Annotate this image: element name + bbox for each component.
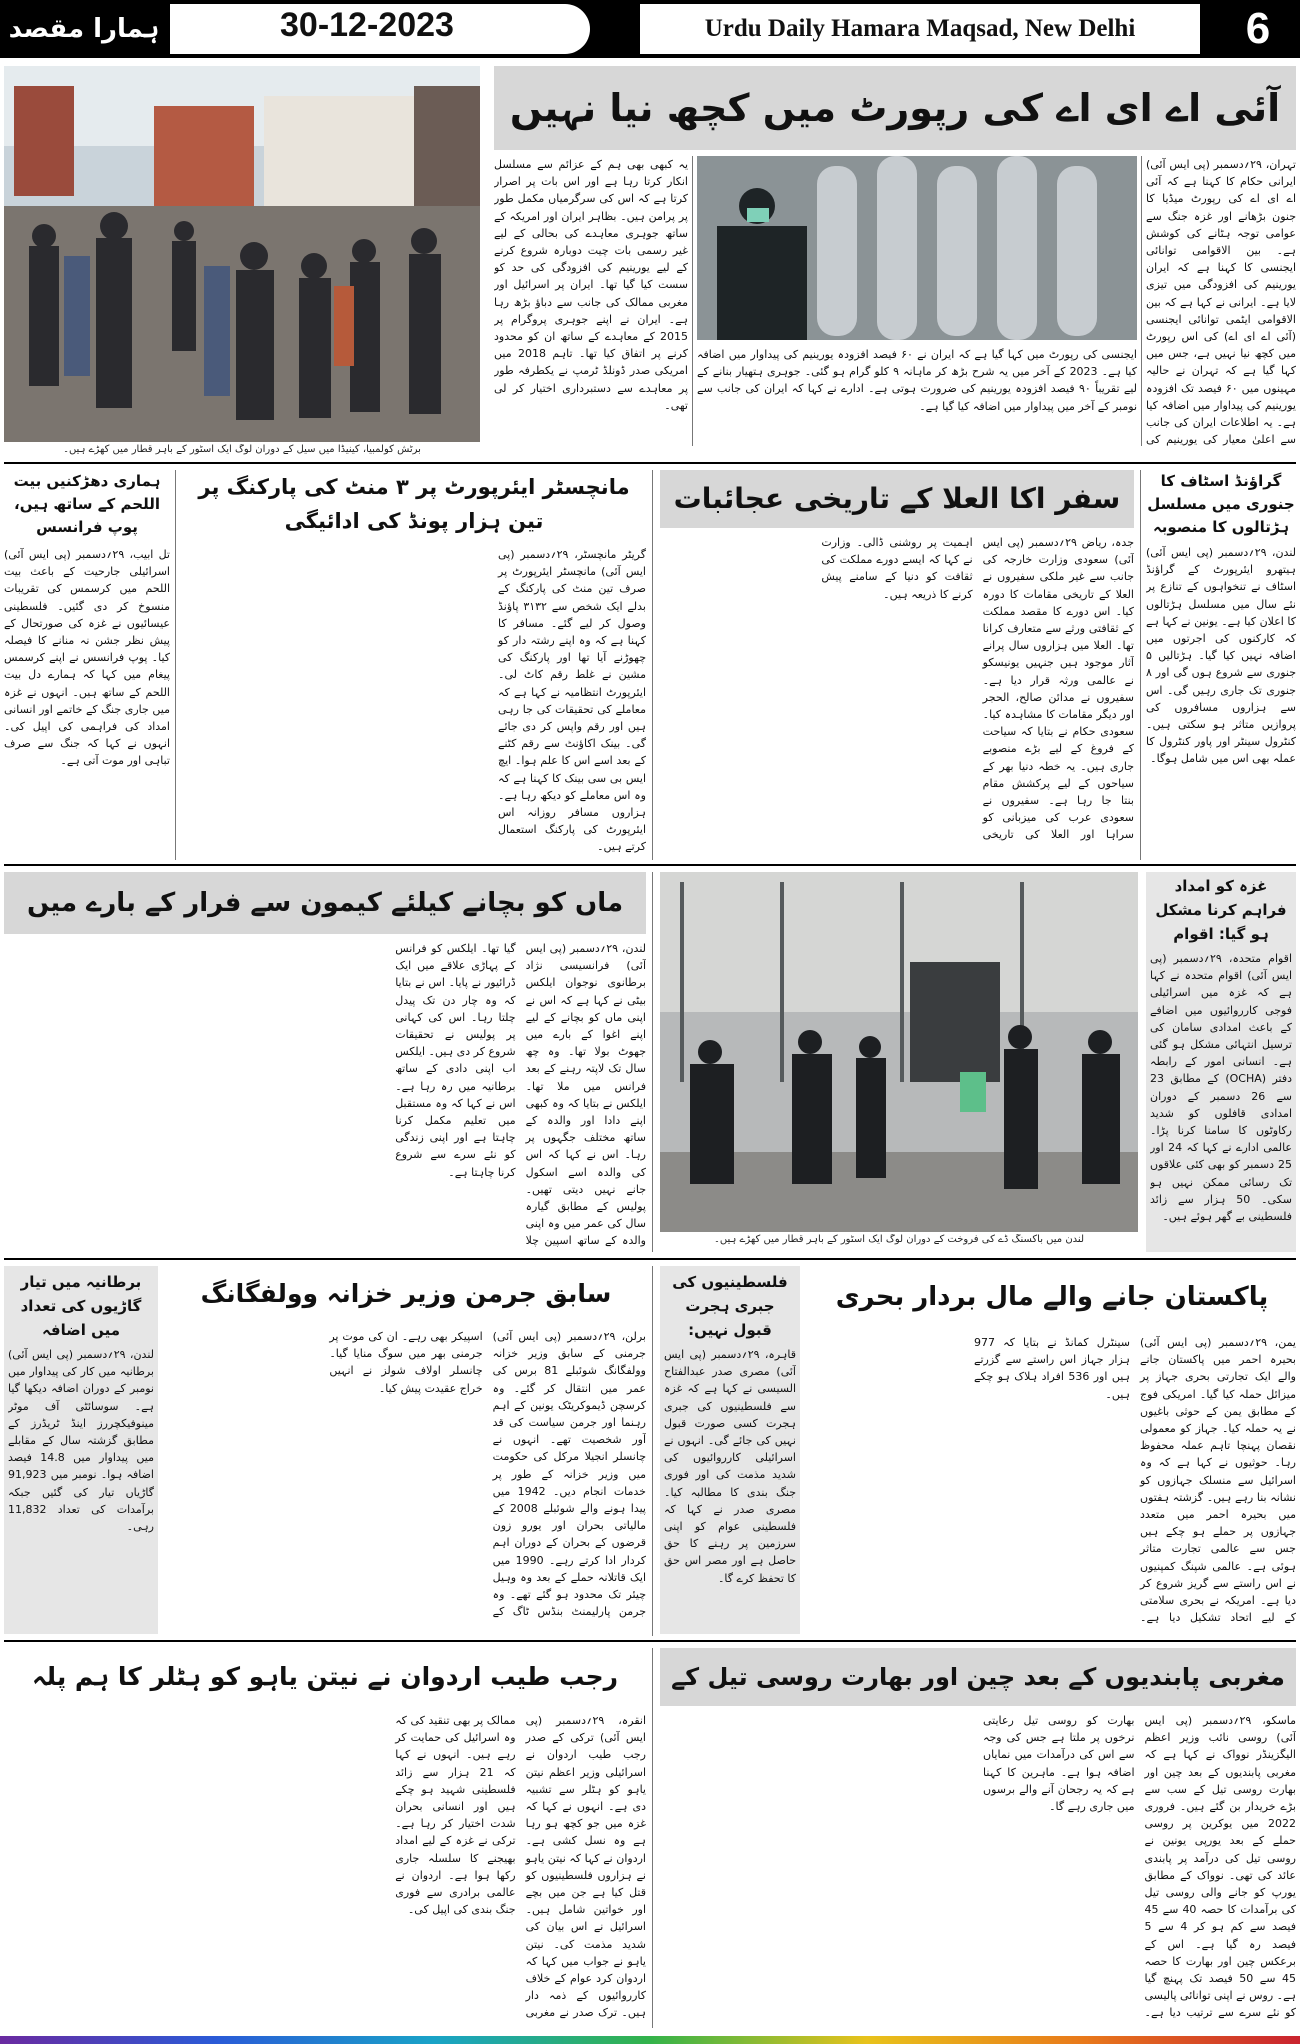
iran-col-4: یہ کبھی بھی ہم کے عزائم سے مسلسل انکار کرتا رہا ہے اور اس بات پر اصرار کرتا ہے کہ اس کی سرگرمیاں مکمل طور پر پرامن ہیں۔ بظاہر ایران اور امریکہ کے ساتھ جوہری معاہدے کی بحالی کے لیے غیر رسمی بات چیت دوبارہ شروع کرنے کے لیے یورینیم کی افزودگی کی حد کو سست کیا گیا تھا۔ ایران پر اسرائیل اور مغربی ممالک کی جانب سے دباؤ بڑھ رہا ہے۔ ایران نے اپنے جوہری پروگرام پر 2015 کے معاہدے کے ساتھ ان کو محدود کرنے پر اتفاق کیا تھا۔ تاہم 2018 میں امریکی صدر ڈونلڈ ٹرمپ نے یکطرفہ طور پر معاہدے سے دستبرداری اختیار کر لی تھی۔ (494, 158, 688, 412)
shopping-photo-caption: برٹش کولمبیا، کینیڈا میں سیل کے دوران لوگ ایک اسٹور کے باہر قطار میں کھڑے ہیں۔ (63, 444, 421, 455)
london-photo-caption: لندن میں باکسنگ ڈے کی فروخت کے دوران لوگ ایک اسٹور کے باہر قطار میں کھڑے ہیں۔ (714, 1234, 1084, 1245)
masthead (0, 0, 1300, 58)
issue-date: 30-12-2023 (280, 6, 454, 44)
iran-col-1: تہران، ۲۹؍دسمبر (پی ایس آئی) ایرانی حکام کا کہنا ہے کہ آئی اے ای اے کی رپورٹ میڈیا کا جنون بڑھانے اور غزہ جنگ سے عوامی توجہ ہٹانے کی کوشش ہے۔ بین الاقوامی توانائی ایجنسی کا کہنا ہے کہ ایران یورینیم کی افزودگی میں تیزی لایا ہے۔ ایرانی نے کہا ہے کہ بین الاقوامی ایٹمی توانائی ایجنسی (آئی اے ای اے) کی اس رپورٹ میں کچھ نیا نہیں ہے، جس میں کہا گیا ہے کہ تہران نے حالیہ مہینوں میں ۶۰ فیصد تک افزودہ یورینیم کی پیداوار میں اضافہ کیا ہے۔ یہ اطلاعات ایران کی جانب سے اعلیٰ معیار کی یورینیم کی (1146, 158, 1296, 446)
russia-oil-headline: مغربی پابندیوں کے بعد چین اور بھارت روسی تیل کے (660, 1648, 1296, 1706)
alula-headline: سفر اکا العلا کے تاریخی عجائبات (660, 470, 1134, 528)
uk-cars-headline: برطانیہ میں تیار گاڑیوں کی تعداد میں اضافہ (20, 1273, 142, 1339)
paper-name: Urdu Daily Hamara Maqsad, New Delhi (640, 4, 1200, 54)
nuclear-facility-photo (697, 156, 1137, 340)
palestinians-body: قاہرہ، ۲۹؍دسمبر (پی ایس آئی) مصری صدر عبدالفتاح السیسی نے کہا ہے کہ غزہ سے فلسطینیوں کی جبری ہجرت کسی صورت قبول نہیں کی جائے گی۔ انہوں نے اسرائیلی کارروائیوں کی شدید مذمت کی اور فوری جنگ بندی کا مطالبہ کیا۔ مصری صدر نے کہا کہ فلسطینی عوام کو اپنی سرزمین پر رہنے کا حق حاصل ہے اور مصر اس حق کا تحفظ کرے گا۔ (664, 1348, 796, 1585)
london-queue-illustration (660, 872, 1138, 1232)
schaeuble-body: برلن، ۲۹؍دسمبر (پی ایس آئی) جرمنی کے سابق وزیر خزانہ وولفگانگ شوئبلے 81 برس کی عمر میں انتقال کر گئے۔ وہ کرسچن ڈیموکریٹک یونین کے اہم رہنما اور جرمن سیاست کی قد آور شخصیت تھے۔ انہوں نے چانسلر انجیلا مرکل کی حکومت میں وزیر خزانہ کے طور پر خدمات انجام دیں۔ 1942 میں پیدا ہونے والے شوئبلے 2008 کے مالیاتی بحران اور یورو زون قرضوں کے بحران کے دوران اہم کردار ادا کرتے رہے۔ 1990 میں ایک قاتلانہ حملے کے بعد وہ وہیل چیئر تک محدود ہو گئے تھے۔ وہ جرمن پارلیمنٹ بنڈس ٹاگ کے اسپیکر بھی رہے۔ ان کی موت پر جرمنی بھر میں سوگ منایا گیا۔ چانسلر اولاف شولز نے انہیں خراج عقیدت پیش کیا۔ (329, 1330, 646, 1619)
iran-headline: آئی اے ای اے کی رپورٹ میں کچھ نیا نہیں (494, 66, 1296, 150)
manchester-headline: مانچسٹر ایئرپورٹ پر ۳ منٹ کی پارکنگ پر تین ہزار پونڈ کی ادائیگی (198, 475, 630, 533)
shopping-crowd-photo (4, 66, 480, 442)
pakistan-ship-headline: پاکستان جانے والے مال بردار بحری (835, 1282, 1269, 1312)
erdogan-body: انقرہ، ۲۹؍دسمبر (پی ایس آئی) ترکی کے صدر رجب طیب اردوان نے اسرائیلی وزیر اعظم نیتن یاہو کو ہٹلر سے تشبیہ دی ہے۔ انہوں نے کہا کہ غزہ میں جو کچھ ہو رہا ہے وہ نسل کشی ہے۔ اردوان نے کہا کہ نیتن یاہو نے ہزاروں فلسطینیوں کو قتل کیا ہے جن میں بچے اور خواتین شامل ہیں۔ اسرائیل نے اس بیان کی شدید مذمت کی۔ نیتن یاہو نے جواب میں کہا کہ اردوان کرد عوام کے خلاف کارروائیوں کے ذمہ دار ہیں۔ ترک صدر نے مغربی ممالک پر بھی تنقید کی کہ وہ اسرائیل کی حمایت کر رہے ہیں۔ انہوں نے کہا کہ 21 ہزار سے زائد فلسطینی شہید ہو چکے ہیں اور انسانی بحران شدت اختیار کر رہا ہے۔ ترکی نے غزہ کے لیے امداد بھیجنے کا سلسلہ جاری رکھا ہوا ہے۔ اردوان نے عالمی برادری سے فوری جنگ بندی کی اپیل کی۔ (395, 1714, 646, 2020)
pope-headline: ہماری دھڑکنیں بیت اللحم کے ساتھ ہیں، پوپ فرانسس (13, 472, 161, 536)
erdogan-headline: رجب طیب اردوان نے نیتن یاہو کو ہٹلر کا ہم پلہ (31, 1662, 619, 1691)
ground-staff-headline: گراؤنڈ اسٹاف کا جنوری میں مسلسل ہڑتالوں کا منصوبہ (1147, 472, 1295, 536)
uk-cars-body: لندن، ۲۹؍دسمبر (پی ایس آئی) برطانیہ میں کار کی پیداوار میں نومبر کے دوران اضافہ دیکھا گیا ہے۔ سوسائٹی آف موٹر مینوفیکچررز اینڈ ٹریڈرز کے مطابق گزشتہ سال کے مقابلے میں پیداوار میں 14.8 فیصد اضافہ ہوا۔ نومبر میں 91,923 گاڑیاں تیار کی گئیں جبکہ برآمدات کی تعداد 11,832 رہی۔ (8, 1348, 154, 1534)
footer-color-strip (0, 2036, 1300, 2044)
pakistan-ship-body: یمن، ۲۹؍دسمبر (پی ایس آئی) بحیرہ احمر میں پاکستان جانے والے ایک تجارتی بحری جہاز پر میزائل حملہ کیا گیا۔ امریکی فوج کے مطابق یمن کے حوثی باغیوں نے یہ حملہ کیا۔ جہاز کو معمولی نقصان پہنچا تاہم عملہ محفوظ رہا۔ حوثیوں نے کہا ہے کہ وہ اسرائیل سے منسلک جہازوں کو نشانہ بنا رہے ہیں۔ گزشتہ ہفتوں میں بحیرہ احمر میں متعدد جہازوں پر حملے ہو چکے ہیں جس سے عالمی تجارت متاثر ہوئی ہے۔ عالمی شپنگ کمپنیوں نے اس راستے سے گریز شروع کر دیا ہے۔ امریکہ نے بحری سلامتی کے لیے اتحاد تشکیل دیا ہے۔ سینٹرل کمانڈ نے بتایا کہ 977 ہزار جہاز اس راستے سے گزرتے ہیں اور 536 افراد ہلاک ہو چکے ہیں۔ (974, 1336, 1296, 1625)
newspaper-logo: ہمارا مقصد (8, 14, 160, 44)
gaza-aid-body: اقوام متحدہ، ۲۹؍دسمبر (پی ایس آئی) اقوام متحدہ نے کہا ہے کہ غزہ میں اسرائیلی فوجی کارروائیوں میں اضافے کے باعث امدادی سامان کی ترسیل انتہائی مشکل ہو گئی ہے۔ انسانی امور کے رابطہ دفتر (OCHA) کے مطابق 23 سے 26 دسمبر کے دوران امدادی قافلوں کو شدید رکاوٹوں کا سامنا کرنا پڑا۔ عالمی ادارے نے کہا کہ 24 اور 25 دسمبر کو بھی کئی علاقوں تک رسائی ممکن نہیں ہو سکی۔ 50 ہزار سے زائد فلسطینی بے گھر ہوئے ہیں۔ (1150, 952, 1292, 1224)
london-queue-photo (660, 872, 1138, 1232)
page-number: 6 (1245, 4, 1271, 53)
schaeuble-headline: سابق جرمن وزیر خزانہ وولفگانگ (200, 1279, 612, 1308)
mother-headline: ماں کو بچانے کیلئے کیمون سے فرار کے بارے میں (4, 872, 646, 934)
mother-body: لندن، ۲۹؍دسمبر (پی ایس آئی) فرانسیسی نژاد برطانوی نوجوان ایلکس بیٹی نے کہا ہے کہ اس نے اپنی ماں کو بچانے کے لیے اپنے اغوا کے بارے میں جھوٹ بولا تھا۔ وہ چھ سال تک لاپتہ رہنے کے بعد فرانس میں ملا تھا۔ ایلکس نے بتایا کہ وہ کبھی اپنے دادا اور والدہ کے ساتھ مختلف جگہوں پر رہا۔ اس نے کہا کہ اس کی والدہ اسے اسکول جانے نہیں دیتی تھیں۔ پولیس کے مطابق گیارہ سال کی عمر میں وہ اپنی والدہ کے ساتھ اسپین چلا گیا تھا۔ ایلکس کو فرانس کے پہاڑی علاقے میں ایک ڈرائیور نے پایا۔ اس نے بتایا کہ وہ چار دن تک پیدل چلتا رہا۔ اس کی کہانی پر پولیس نے تحقیقات شروع کر دی ہیں۔ ایلکس اب اپنی دادی کے ساتھ برطانیہ میں رہ رہا ہے۔ اس نے کہا کہ وہ مستقبل میں تعلیم مکمل کرنا چاہتا ہے اور اپنی زندگی کو نئے سرے سے شروع کرنا چاہتا ہے۔ (395, 942, 646, 1248)
ground-staff-body: لندن، ۲۹؍دسمبر (پی ایس آئی) ہیتھرو ایئرپورٹ کے گراؤنڈ اسٹاف نے تنخواہوں کے تنازع پر نئے سال میں مسلسل ہڑتالوں کا اعلان کیا ہے۔ یونین نے کہا ہے کہ کارکنوں کی اجرتوں میں اضافہ نہیں کیا گیا۔ ہڑتالیں ۵ جنوری سے شروع ہوں گی اور ۸ جنوری تک جاری رہیں گی۔ اس سے ہزاروں مسافروں کی پروازیں متاثر ہو سکتی ہیں۔ کنٹرول سینٹر اور پاور کنٹرول کا عملہ بھی اس میں شامل ہوگا۔ (1146, 546, 1296, 766)
palestinians-headline: فلسطینیوں کی جبری ہجرت قبول نہیں: (672, 1273, 788, 1339)
manchester-body: گریٹر مانچسٹر، ۲۹؍دسمبر (پی ایس آئی) مانچسٹر ایئرپورٹ پر صرف تین منٹ کی پارکنگ کے بدلے ایک شخص سے ۳۱۳۲ پاؤنڈ وصول کر لیے گئے۔ مسافر کا کہنا ہے کہ وہ اپنے رشتہ دار کو چھوڑنے آیا تھا اور پارکنگ کی مشین نے غلط رقم کاٹ لی۔ ایئرپورٹ انتظامیہ نے کہا ہے کہ معاملے کی تحقیقات کی جا رہی ہیں اور رقم واپس کر دی جائے گی۔ بینک اکاؤنٹ سے رقم کٹنے کے بعد اسے اس کا علم ہوا۔ ایچ ایس بی سی بینک کا کہنا ہے کہ وہ اس معاملے کو دیکھ رہا ہے۔ ہزاروں مسافر روزانہ اس ایئرپورٹ کی پارکنگ استعمال کرتے ہیں۔ (498, 548, 646, 854)
iran-col-3: ایجنسی کی رپورٹ میں کہا گیا ہے کہ ایران نے ۶۰ فیصد افزودہ یورینیم کی پیداوار میں اضافہ کیا ہے۔ 2023 کے آخر میں یہ شرح بڑھ کر ماہانہ ۹ کلو گرام ہو گئی۔ جوہری ہتھیار بنانے کے لیے تقریباً ۹۰ فیصد افزودہ یورینیم کی ضرورت ہوتی ہے۔ ادارے نے کہا کہ ایران کی جانب سے نومبر کے آخر میں پیداوار میں اضافہ کیا گیا ہے۔ (697, 348, 1137, 413)
alula-body: جدہ، ریاض ۲۹؍دسمبر (پی ایس آئی) سعودی وزارت خارجہ کی جانب سے غیر ملکی سفیروں نے العلا کے تاریخی مقامات کا دورہ کیا۔ اس دورے کا مقصد مملکت کے ثقافتی ورثے سے متعارف کرانا تھا۔ العلا میں ہزاروں سال پرانے آثار موجود ہیں جنہیں یونیسکو نے عالمی ورثہ قرار دیا ہے۔ سفیروں نے مدائن صالح، الحجر اور دیگر مقامات کا مشاہدہ کیا۔ سعودی حکام نے بتایا کہ سیاحت کے فروغ کے لیے بڑے منصوبے جاری ہیں۔ یہ خطہ دنیا بھر کے سیاحوں کے لیے پرکشش مقام بنتا جا رہا ہے۔ سفیروں نے سعودی عرب کی میزبانی کو سراہا اور العلا کی تاریخی اہمیت پر روشنی ڈالی۔ وزارت نے کہا کہ ایسے دورے مملکت کی ثقافت کو دنیا کے سامنے پیش کرنے کا ذریعہ ہیں۔ (821, 536, 1134, 842)
gaza-aid-headline: غزہ کو امداد فراہم کرنا مشکل ہو گیا: اقوام (1155, 877, 1287, 943)
russia-oil-body: ماسکو، ۲۹؍دسمبر (پی ایس آئی) روسی نائب وزیر اعظم الیگزینڈر نوواک نے کہا ہے کہ مغربی پابندیوں کے بعد چین اور بھارت روسی تیل کے سب سے بڑے خریدار بن گئے ہیں۔ فروری 2022 میں یوکرین پر روسی حملے کے بعد یورپی یونین نے روسی تیل کی درآمد پر پابندی عائد کی تھی۔ نوواک کے مطابق یورپ کو جانے والی روسی تیل کی برآمدات کا حصہ 40 سے 45 فیصد سے کم ہو کر 4 سے 5 فیصد رہ گیا ہے۔ اس کے برعکس چین اور بھارت کا حصہ 45 سے 50 فیصد تک پہنچ گیا ہے۔ روس نے اپنی توانائی پالیسی کو نئے سرے سے ترتیب دیا ہے۔ بھارت کو روسی تیل رعایتی نرخوں پر ملتا ہے جس کی وجہ سے اس کی درآمدات میں نمایاں اضافہ ہوا ہے۔ ماہرین کا کہنا ہے کہ یہ رجحان آنے والے برسوں میں جاری رہے گا۔ (983, 1714, 1296, 2020)
pope-body: تل ابیب، ۲۹؍دسمبر (پی ایس آئی) اسرائیلی جارحیت کے باعث بیت اللحم میں کرسمس کی تقریبات منسوخ کر دی گئیں۔ فلسطینی عیسائیوں نے غزہ کی صورتحال کے پیش نظر جشن نہ منانے کا فیصلہ کیا۔ پوپ فرانسس نے اپنے کرسمس پیغام میں کہا کہ ہمارے دل بیت اللحم کے ساتھ ہیں۔ انہوں نے غزہ میں جاری جنگ کے خاتمے اور انسانی امداد کی فراہمی کی اپیل کی۔ انہوں نے کہا کہ جنگ سے صرف تباہی اور موت آتی ہے۔ (4, 548, 170, 768)
nuclear-facility-illustration (697, 156, 1137, 340)
shopping-crowd-illustration (4, 66, 480, 442)
